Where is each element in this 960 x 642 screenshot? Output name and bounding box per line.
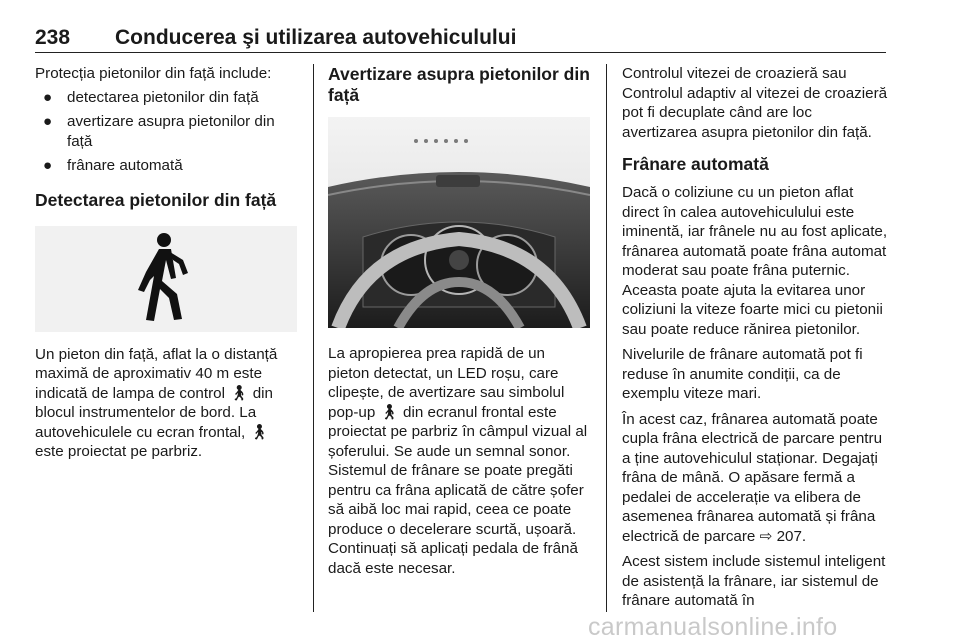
paragraph: Controlul vitezei de croazieră sau Controlul adaptiv al vitezei de croazieră pot fi decuplate când are loc avertizarea asupra pietonilor din față. (622, 65, 888, 141)
column-left (35, 64, 297, 462)
watermark: carmanualsonline.info (588, 613, 838, 641)
section-heading: Detectarea pietonilor din față (35, 189, 277, 210)
column-middle (328, 64, 590, 578)
page-reference-icon: ⇨ (759, 526, 773, 545)
chapter-title: Conducerea şi utilizarea autovehiculului (115, 26, 517, 49)
section-heading: Avertizare asupra pietonilor din față (328, 64, 590, 105)
paragraph: Un pieton din față, aflat la o distanță maximă de aproximativ 40 m este indicată de lampa de control 🚶︎ din blocul instrumentelor de bord. La autovehiculele cu ecran frontal, 🚶︎ este proiectat pe parbriz. (35, 345, 278, 460)
pedestrian-icon: 🚶︎ (229, 383, 249, 402)
bullet-icon: ● (43, 113, 53, 130)
bullet-icon: ● (43, 88, 53, 106)
page-number: 238 (35, 26, 71, 49)
page-header (35, 26, 886, 53)
feature-list (35, 88, 297, 176)
column-divider (606, 64, 607, 612)
list-item: ● avertizare asupra pietonilor din față (43, 113, 275, 150)
list-item: ● detectarea pietonilor din față (43, 88, 259, 106)
dashboard-photo (328, 117, 590, 328)
pedestrian-icon: 🚶︎ (379, 402, 399, 421)
pedestrian-icon (35, 226, 297, 332)
column-right (622, 64, 888, 611)
intro-text: Protecția pietonilor din față include: (35, 65, 272, 82)
section-heading: Frânare automată (622, 154, 769, 174)
column-divider (313, 64, 314, 612)
pedestrian-icon-figure (35, 226, 297, 332)
paragraph: În acest caz, frânarea automată poate cupla frâna electrică de parcare pentru a ține autovehiculul staționar. Degajați frâna de mână. O apăsare fermă a pedalei de accelerație va elibera de asemenea frânarea automată și frâna electrică de parcare ⇨ 207. (622, 410, 883, 545)
paragraph: Nivelurile de frânare automată pot fi reduse în anumite condiții, ca de exemplu viteze mari. (622, 346, 863, 402)
paragraph: Dacă o coliziune cu un pieton aflat direct în calea autovehiculului este iminentă, iar frânele nu au fost aplicate, frânarea automată poate frâna automat moderat sau poate frâna puternic. Aceasta poate ajuta la evitarea unor coliziuni la viteze foarte mici cu pietonii sau poate reduce rănirea pietonilor. (622, 184, 888, 338)
bullet-icon: ● (43, 157, 53, 174)
list-item: ● frânare automată (43, 157, 183, 174)
windshield-hud-illustration (328, 117, 590, 328)
paragraph: Acest sistem include sistemul inteligent de asistență la frânare, iar sistemul de frânare automată în (622, 553, 886, 609)
page-reference[interactable]: 207. (776, 527, 807, 545)
pedestrian-icon: 🚶︎ (249, 422, 269, 441)
paragraph: La apropierea prea rapidă de un pieton detectat, un LED roșu, care clipește, de avertizare sau simbolul pop-up 🚶︎ din ecranul frontal este proiectat pe parbriz în câmpul vizual al șoferului. Se aude un semnal sonor. Sistemul de frânare se poate pregăti pentru ca frâna aplicată de către șofer să aibă loc mai rapid, ceea ce poate produce o decelerare scurtă, ușoară. Continuați să aplicați pedala de frână dacă este necesar. (328, 345, 588, 577)
